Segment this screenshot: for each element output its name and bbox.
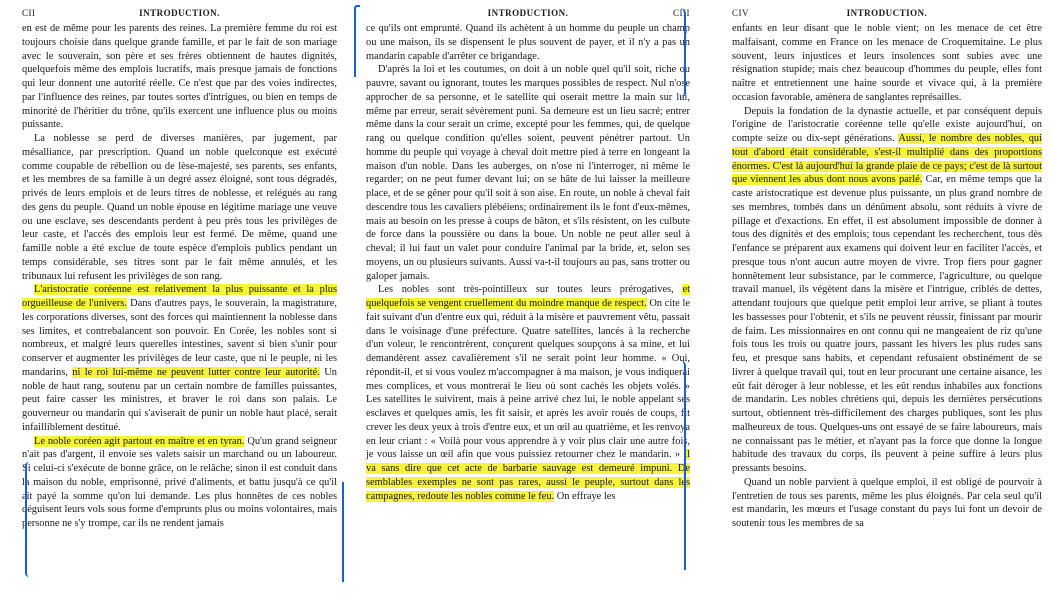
running-head [366,0,690,22]
paragraph: ce qu'ils ont emprunté. Quand ils achètent à un homme du peuple un champ ou une maison, ils se dispensent le plus souvent de payer, et il n'y a pas un mandarin capable d'arrêter ce brigandage. [366,23,690,62]
paragraph: enfants en leur disant que le noble vient; on les menace de cet être malfaisant, comme en France on les menace de Croquemitaine. Le plus souvent, leurs injustices et leurs insolences sont subies avec une résignation stupide; mais chez beaucoup d'hommes du peuple, elles font naître et entretiennent une haine sourde et vivace qui, à la première occasion favorable, amènera de sanglantes représailles. [732,23,1042,103]
paragraph: en est de même pour les parents des reines. La première femme du roi est toujours choisie dans quelque grande famille, et par le fait de son mariage avec le souverain, son père et ses frères obtiennent de hautes dignités, quelquefois même des emplois lucratifs, mais presque jamais de fonctions qui leur donnent une autorité réelle. Ce n'est que par des voies indirectes, par l'influence des reines, par toutes sortes d'intrigues, ou bien en temps de minorité de l'héritier du trône, qu'ils exercent une influence plus ou moins puissante. [22,23,337,131]
text-run: Un noble de haut rang, soutenu par un certain nombre de familles puissantes, peut faire casser les ministres, et braver le roi dans son palais. Le gouverneur ou mandarin qui s'aviserait de punir un noble haut placé, serait infailliblement destitué. [22,366,337,433]
highlight: ni le roi lui-même ne peuvent lutter contre leur autorité. [72,366,320,378]
pen-bracket-mark [25,462,31,577]
text-run: Les nobles sont très-pointilleux sur toutes leurs prérogatives, [378,284,674,296]
running-head-title: INTRODUCTION. [139,8,220,18]
highlight: et quelquefois se vengent cruellement du moindre manque de respect. [366,284,690,309]
paragraph: La noblesse se perd de diverses manières, par jugement, par mésalliance, par prescription. Quand un noble quelconque est exécuté comme coupable de rébellion ou de lèse-majesté, ses parents, ses enfants, et les membres de sa famille à un degré assez éloigné, sont tous dégradés, privés de leurs emplois et de leurs titres de noblesse, et relégués au rang des gens du peuple. Quand un noble épouse en légitime mariage une veuve ou une esclave, ses descendants perdent à peu près tous les privilèges de leur caste, et l'accès des emplois leur est fermé. De même, quand une famille noble a été exclue de toute espèce d'emplois publics pendant un temps considérable, ses titres sont par le fait même annulés, et les tribunaux lui refusent les privilèges de son rang. [22,133,337,282]
text-run: Car, en même temps que la caste aristocratique est devenue plus puissante, un plus grand nombre de ses membres, tombés dans un dénûment absolu, sont réduits à vivre de pillage et d'exactions. En effet, il est absolument impossible de donner à tous des dignités et des emplois; tous cependant les recherchent, tous dès l'enfance se préparent aux examens qui doivent leur en faciliter l'accès, et presque tous n'ont aucun autre moyen de vivre. Trop fiers pour gagner honnêtement leur subsistance, par le commerce, l'agriculture, ou quelque travail manuel, ils végètent dans la misère et l'intrigue, criblés de dettes, attendant toujours que quelque petit emploi leur arrive, se pliant à toutes les bassesses pour l'obtenir, et s'ils ne peuvent réussir, finissant par mourir de faim. Les missionnaires en ont connu qui ne mangeaient de riz qu'une fois tous les trois ou quatre jours, passant les hivers les plus rudes sans feu, et presque sans habits, et cependant refusaient obstinément de se livrer à quelque travail qui, tout en leur procurant une certaine aisance, les eût fait déroger à leur noblesse, et les eût rendus inhabiles aux fonctions de mandarin. Les nobles chrétiens qui, depuis les dernières persécutions surtout, obtiennent très-difficilement des charges publiques, sont les plus malheureux de tous. Quelques-uns ont essayé de se faire laboureurs, mais ne connaissant pas le métier, et n'ayant pas la force que donne la longue habitude des travaux du corps, ils peuvent à peine suffire à leurs plus pressants besoins. [732,174,1042,474]
text-run: Dans d'autres pays, le souverain, la magistrature, les corporations diverses, sont des forces qui maintiennent la noblesse dans ses limites, et contrebalancent son pouvoir. En Corée, les nobles sont si nombreux, et malgré leurs querelles intestines, savent si bien s'unir pour conserver et augmenter les privilèges de leur caste, que ni le peuple, ni les mandarins, [22,298,337,378]
page-number: CIV [732,8,749,18]
text-run: Depuis la fondation de la dynastie actuelle, et par conséquent depuis l'origine de l'aristocratie coréenne telle qu'elle existe aujourd'hui, on compte seize ou dix-sept générations. [732,105,1042,144]
highlight: Le noble coréen agit partout en maître et en tyran. [34,435,245,447]
pen-bracket-mark [674,8,686,98]
text-run: Qu'un grand seigneur n'ait pas d'argent, il envoie ses valets saisir un marchand ou un laboureur. Si celui-ci s'exécute de bonne grâce, on le relâche; sinon il est conduit dans la maison du noble, emprisonné, privé d'aliments, et battu jusqu'à ce qu'il ait payé la somme qu'on lui demande. Les plus honnêtes de ces nobles déguisent leurs vols sous forme d'emprunts plus ou moins volontaires, mais personne ne s'y trompe, car ils ne rendent jamais [22,435,337,529]
page-left [0,0,345,603]
highlight: Aussi, le nombre des nobles, qui tout d'abord était considérable, s'est-il multiplié dans des proportions énormes. C'est là aujourd'hui la grande plaie de ce pays; c'est de là surtout que viennent les abus dont nous avons parlé. [732,133,1042,186]
highlight: Il va sans dire que cet acte de barbarie sauvage est demeuré impuni. De semblables exemples ne sont pas rares, aussi le peuple, surtout dans les campagnes, redoute les nobles comme le feu. [366,449,690,502]
paragraph [732,105,1042,476]
page-right [704,0,1052,603]
paragraph [366,283,690,503]
text-run: On cite le fait suivant d'un d'entre eux qui, réduit à la misère et pauvrement vêtu, passait dans le voisinage d'une préfecture. Quatre satellites, lancés à la recherche d'un voleur, le rencontrèrent, conçurent quelques soupçons à sa mine, et lui demandèrent assez cavalièrement s'il ne serait point leur homme. « Oui, répondit-il, et si vous voulez m'accompagner à ma maison, je vous indiquerai mes complices, et vous montrerai le lieu où sont cachés les objets volés. » Les satellites le suivirent, mais à peine arrivé chez lui, le noble appelant ses esclaves et quelques amis, les fit saisir, et après les avoir roués de coups, fit crever les deux yeux à trois d'entre eux, et un œil au quatrième, et les renvoya en leur criant : « Voilà pour vous apprendre à y voir plus clair une autre fois, je vous laisse un œil afin que vous puissiez retourner chez le mandarin. » [366,298,690,461]
page-number: CIII [673,8,690,18]
paragraph: D'après la loi et les coutumes, on doit à un noble quel qu'il soit, riche ou pauvre, savant ou ignorant, toutes les marques possibles de respect. Nul n'ose approcher de sa personne, et le satellite qui oserait mettre la main sur lui, même par erreur, serait sévèrement puni. Sa demeure est un lieu sacré; entrer même dans la cour serait un crime, excepté pour les femmes, qui, de quelque rang ou quelque condition qu'elles soient, peuvent pénétrer partout. Un homme du peuple qui voyage à cheval doit mettre pied à terre en longeant la maison d'un noble. Dans les auberges, on n'ose ni l'interroger, ni même le regarder; on ne peut fumer devant lui; on se hâte de lui laisser la meilleure place, et de se gêner pour qu'il soit à son aise. En route, un noble à cheval fait descendre tous les cavaliers plébéiens; ordinairement ils le font d'eux-mêmes, mais au besoin on les presse à coups de bâton, et s'ils résistent, on les culbute de force dans la poussière ou dans la boue. Un noble ne peut aller seul à cheval; il lui faut un valet pour conduire l'animal par la bride, et, selon ses moyens, un ou plusieurs suivants. Aussi va-t-il toujours au pas, sans trotter ou galoper jamais. [366,64,690,282]
running-head-title: INTRODUCTION. [846,8,928,18]
running-head [22,0,337,22]
pen-bracket-mark [676,360,686,570]
paragraph [22,283,337,434]
page-number: CII [22,8,36,18]
pen-bracket-mark [336,482,344,582]
text-run: On effraye les [556,490,616,502]
running-head-title: INTRODUCTION. [487,8,569,18]
highlight: L'aristocratie coréenne est relativement la plus puissante et la plus orgueilleuse de l'univers. [22,284,337,309]
paragraph [22,435,337,531]
page-middle [348,0,698,603]
paragraph: Quand un noble parvient à quelque emploi, il est obligé de pourvoir à l'entretien de tous ses parents, même les plus éloignés. Par cela seul qu'il est mandarin, les mœurs et l'usage constant du pays lui font un devoir de soutenir tous les membres de sa [732,476,1042,529]
running-head [732,0,1042,22]
pen-bracket-mark [354,5,360,77]
